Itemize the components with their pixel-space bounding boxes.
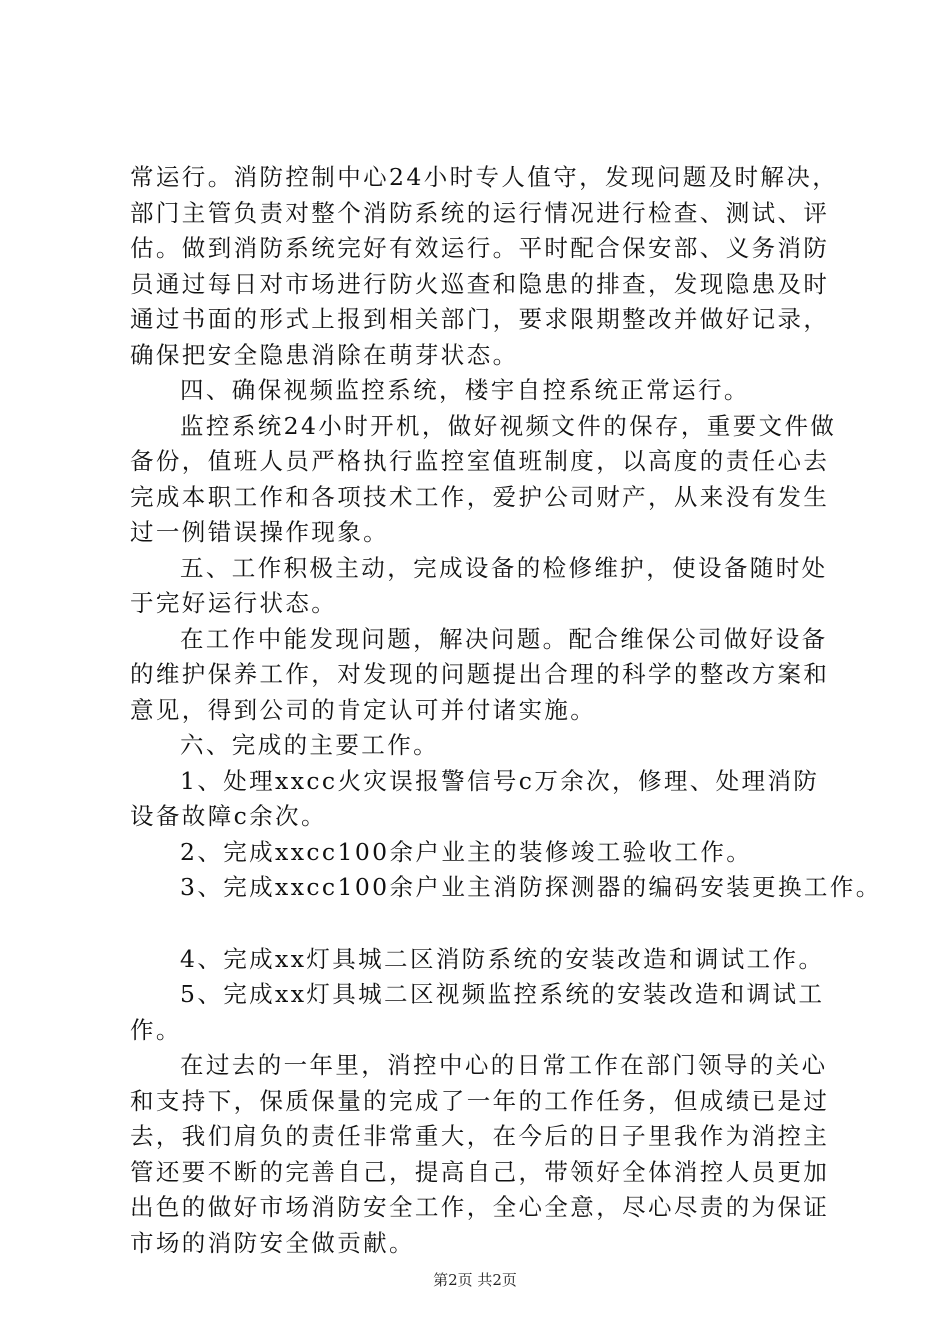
section-heading: 六、完成的主要工作。 bbox=[180, 731, 439, 759]
list-item: 1、处理xxcc火灾误报警信号c万余次，修理、处理消防 bbox=[180, 766, 820, 795]
text-line: 通过书面的形式上报到相关部门，要求限期整改并做好记录， bbox=[130, 305, 830, 333]
text-line: 在过去的一年里，消控中心的日常工作在部门领导的关心 bbox=[180, 1051, 828, 1079]
text-line: 确保把安全隐患消除在萌芽状态。 bbox=[130, 340, 519, 369]
text-line: 员通过每日对市场进行防火巡查和隐患的排查，发现隐患及时 bbox=[130, 269, 830, 298]
text-line: 部门主管负责对整个消防系统的运行情况进行检查、测试、评 bbox=[130, 198, 830, 227]
list-item: 5、完成xx灯具城二区视频监控系统的安装改造和调试工 bbox=[180, 980, 825, 1008]
list-item: 4、完成xx灯具城二区消防系统的安装改造和调试工作。 bbox=[180, 944, 825, 973]
body-text bbox=[130, 160, 882, 1261]
text-line: 的维护保养工作，对发现的问题提出合理的科学的整改方案和 bbox=[130, 660, 830, 688]
page-number-footer: 第2页 共2页 bbox=[433, 1271, 517, 1289]
text-line: 在工作中能发现问题，解决问题。配合维保公司做好设备 bbox=[180, 624, 828, 653]
text-line: 去，我们肩负的责任非常重大，在今后的日子里我作为消控主 bbox=[130, 1122, 830, 1150]
text-line: 备份，值班人员严格执行监控室值班制度，以高度的责任心去 bbox=[130, 447, 830, 475]
text-line: 常运行。消防控制中心24小时专人值守，发现问题及时解决， bbox=[130, 163, 839, 191]
text-line: 作。 bbox=[130, 1015, 182, 1044]
text-line: 于完好运行状态。 bbox=[130, 589, 338, 617]
blank-line bbox=[130, 906, 850, 942]
list-item: 2、完成xxcc100余户业主的装修竣工验收工作。 bbox=[180, 837, 753, 866]
text-line: 意见，得到公司的肯定认可并付诸实施。 bbox=[130, 695, 597, 724]
text-line: 市场的消防安全做贡献。 bbox=[130, 1228, 415, 1257]
text-line: 出色的做好市场消防安全工作，全心全意，尽心尽责的为保证 bbox=[130, 1193, 830, 1221]
text-line: 估。做到消防系统完好有效运行。平时配合保安部、义务消防 bbox=[130, 234, 830, 262]
section-heading: 四、确保视频监控系统，楼宇自控系统正常运行。 bbox=[180, 376, 750, 404]
text-line: 过一例错误操作现象。 bbox=[130, 518, 389, 546]
section-heading: 五、工作积极主动，完成设备的检修维护，使设备随时处 bbox=[180, 553, 828, 582]
text-line: 管还要不断的完善自己，提高自己，带领好全体消控人员更加 bbox=[130, 1157, 830, 1186]
text-line: 完成本职工作和各项技术工作，爱护公司财产，从来没有发生 bbox=[130, 482, 830, 511]
text-line: 监控系统24小时开机，做好视频文件的保存，重要文件做 bbox=[180, 411, 837, 440]
list-item: 3、完成xxcc100余户业主消防探测器的编码安装更换工作。 bbox=[180, 873, 882, 901]
text-line: 设备故障c余次。 bbox=[130, 802, 327, 830]
text-line: 和支持下，保质保量的完成了一年的工作任务，但成绩已是过 bbox=[130, 1086, 830, 1115]
